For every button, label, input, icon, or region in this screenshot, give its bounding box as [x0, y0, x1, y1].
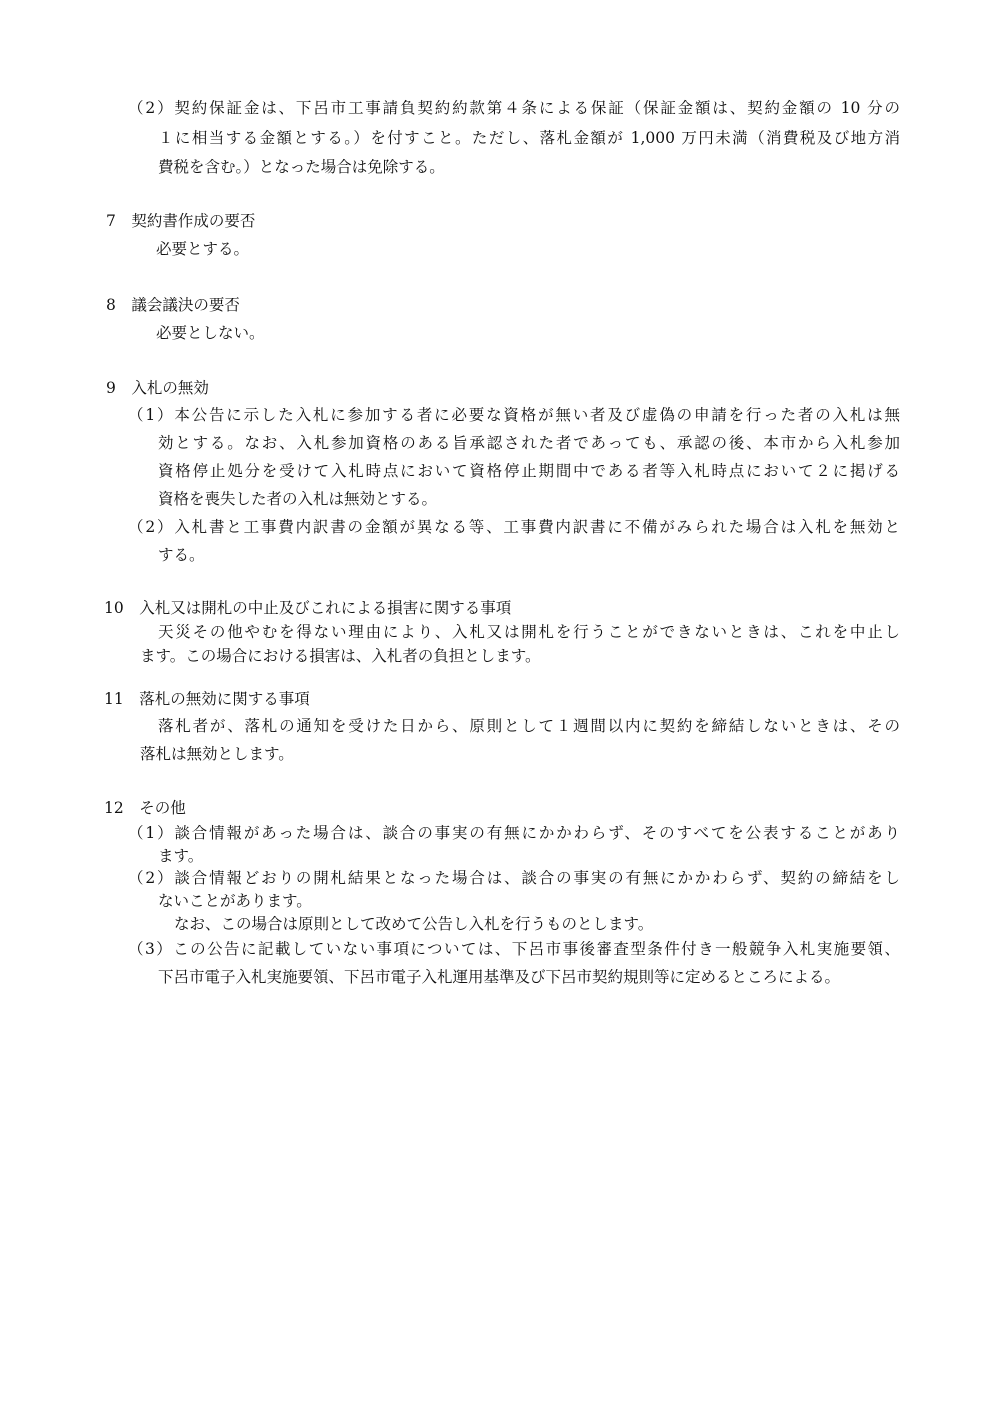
sec10-body-line1: 天災その他やむを得ない理由により、入札又は開札を行うことができないときは、これを中止し: [158, 623, 900, 641]
sec8-heading: 8 議会議決の要否: [106, 296, 240, 314]
sec7-body: 必要とする。: [156, 240, 250, 258]
sec7-heading: 7 契約書作成の要否: [106, 212, 256, 230]
sec12-item2-line2: ないことがあります。: [158, 892, 312, 910]
sec8-body: 必要としない。: [156, 324, 265, 342]
sec12-item1-line2: ます。: [158, 847, 204, 865]
sec12-item2-line1: （2）談合情報どおりの開札結果となった場合は、談合の事実の有無にかかわらず、契約の締結をし: [128, 869, 900, 887]
sec9-item1-line2: 効とする。なお、入札参加資格のある旨承認された者であっても、承認の後、本市から入札参加: [158, 434, 900, 452]
sec12-item1-line1: （1）談合情報があった場合は、談合の事実の有無にかかわらず、そのすべてを公表することがあり: [128, 824, 900, 842]
sec11-body-line2: 落札は無効とします。: [140, 745, 294, 763]
sec11-body-line1: 落札者が、落札の通知を受けた日から、原則として１週間以内に契約を締結しないときは、その: [158, 717, 900, 735]
sec6-item2-line1: （2）契約保証金は、下呂市工事請負契約約款第４条による保証（保証金額は、契約金額の 10 分の: [128, 99, 900, 117]
sec9-item2-line2: する。: [158, 546, 205, 564]
sec9-item1-line1: （1）本公告に示した入札に参加する者に必要な資格が無い者及び虚偽の申請を行った者の入札は無: [128, 406, 900, 424]
sec12-item3-line1: （3）この公告に記載していない事項については、下呂市事後審査型条件付き一般競争入札実施要領、: [128, 940, 900, 958]
sec12-item2-line3: なお、この場合は原則として改めて公告し入札を行うものとします。: [174, 915, 654, 933]
sec12-heading: 12 その他: [104, 799, 186, 817]
sec6-item2-line3: 費税を含む。）となった場合は免除する。: [158, 158, 445, 176]
sec11-heading: 11 落札の無効に関する事項: [104, 690, 310, 708]
sec9-heading: 9 入札の無効: [106, 379, 209, 397]
sec12-item3-line2: 下呂市電子入札実施要領、下呂市電子入札運用基準及び下呂市契約規則等に定めるところによる。: [158, 968, 841, 986]
sec10-body-line2: ます。この場合における損害は、入札者の負担とします。: [140, 647, 541, 665]
sec6-item2-line2: １に相当する金額とする。）を付すこと。ただし、落札金額が 1,000 万円未満（消費税及び地方消: [158, 129, 900, 147]
sec9-item2-line1: （2）入札書と工事費内訳書の金額が異なる等、工事費内訳書に不備がみられた場合は入札を無効と: [128, 518, 900, 536]
sec9-item1-line3: 資格停止処分を受けて入札時点において資格停止期間中である者等入札時点において２に掲げる: [158, 462, 900, 480]
sec9-item1-line4: 資格を喪失した者の入札は無効とする。: [158, 490, 438, 508]
sec10-heading: 10 入札又は開札の中止及びこれによる損害に関する事項: [104, 599, 512, 617]
